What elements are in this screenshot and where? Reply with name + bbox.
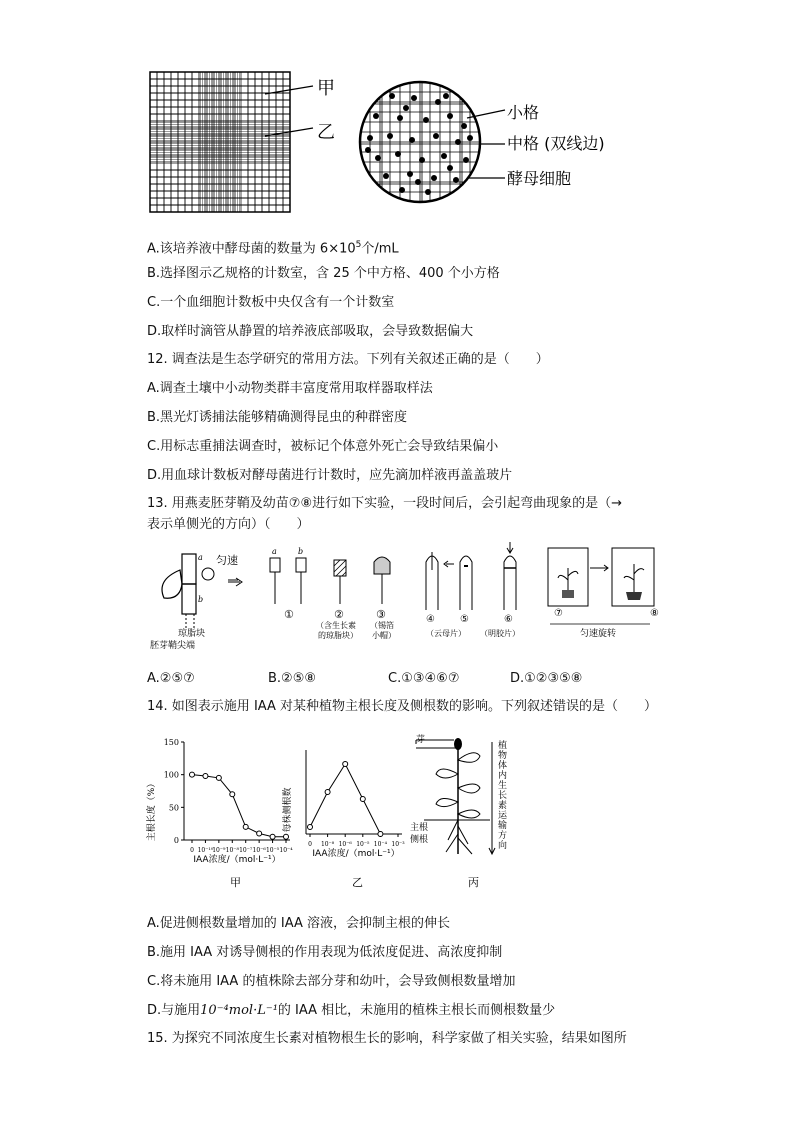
chart-jia-xtick: 10⁻⁵ bbox=[265, 847, 280, 854]
q14-stem: 14. 如图表示施用 IAA 对某种植物主根长度及侧根数的影响。下列叙述错误的是（ ） bbox=[147, 699, 658, 714]
chart-jia-ylabel: 主根长度（%） bbox=[147, 778, 157, 842]
chart-yi-xtick: 10⁻⁶ bbox=[338, 841, 352, 848]
q14-option-c: C.将未施用 IAA 的植株除去部分芽和幼叶，会导致侧根数量增加 bbox=[147, 974, 516, 989]
label-n8: ⑧ bbox=[650, 608, 659, 619]
svg-text:的琼脂块）: 的琼脂块） bbox=[318, 631, 358, 640]
chart-jia-xtick: 10⁻⁹ bbox=[212, 847, 226, 854]
q11-a-unit: 个/mL bbox=[361, 241, 399, 257]
chart-jia-xtick: 10⁻⁸ bbox=[225, 847, 239, 854]
chart-jia-ytick: 50 bbox=[168, 803, 179, 813]
chart-yi-xlabel: IAA浓度/（mol·L⁻¹） bbox=[312, 849, 400, 859]
svg-text:（锡箔: （锡箔 bbox=[370, 621, 394, 630]
label-n1: ① bbox=[284, 608, 294, 621]
q11-a-exponent: 5 bbox=[355, 240, 362, 250]
yeast-cell bbox=[403, 105, 409, 111]
chart-jia-point bbox=[230, 792, 235, 797]
label-n4: ④ bbox=[426, 614, 435, 625]
q13-option-d: D.①②③⑤⑧ bbox=[510, 671, 583, 686]
chart-jia-ytick: 100 bbox=[163, 770, 179, 780]
label-coleoptile-tip: 胚芽鞘尖端 bbox=[150, 641, 196, 651]
yeast-cell bbox=[397, 115, 403, 121]
chart-jia-xtick: 10⁻¹⁰ bbox=[197, 847, 214, 854]
label-lateral-root: 侧根 bbox=[410, 835, 429, 845]
q14-option-a: A.促进侧根数量增加的 IAA 溶液，会抑制主根的伸长 bbox=[147, 916, 451, 931]
q11-option-b: B.选择图示乙规格的计数室，含 25 个中方格、400 个小方格 bbox=[147, 266, 500, 281]
chart-yi-xtick: 10⁻⁸ bbox=[320, 841, 335, 848]
q14-d-pre: D.与施用 bbox=[147, 1003, 201, 1018]
chart-jia-xtick: 10⁻⁶ bbox=[252, 847, 266, 854]
yeast-cell bbox=[365, 147, 371, 153]
yeast-cell bbox=[461, 123, 467, 129]
q14-d-post: 的 IAA 相比，未施用的植株主根长而侧根数量少 bbox=[277, 1003, 556, 1018]
chart-yi-xtick: 10⁻⁵ bbox=[356, 841, 370, 848]
label-rotate: 匀速旋转 bbox=[580, 629, 617, 639]
yeast-cell bbox=[435, 99, 441, 105]
chart-yi-xtick: 10⁻³ bbox=[391, 841, 405, 848]
yeast-cell bbox=[455, 139, 461, 145]
q13-stem-line1: 13. 用燕麦胚芽鞘及幼苗⑦⑧进行如下实验，一段时间后，会引起弯曲现象的是（→ bbox=[147, 496, 623, 511]
q11-option-a bbox=[147, 236, 399, 258]
label-gelatin: （明胶片） bbox=[480, 629, 520, 638]
caption-bing: 丙 bbox=[468, 876, 479, 889]
chart-jia-point bbox=[284, 834, 289, 839]
chart-jia-point bbox=[190, 772, 195, 777]
svg-text:小帽）: 小帽） bbox=[372, 631, 396, 640]
label-agar-block: 琼脂块 bbox=[178, 629, 206, 639]
label-n3: ③ bbox=[376, 608, 386, 621]
yeast-cell bbox=[387, 133, 393, 139]
yeast-cell bbox=[411, 95, 417, 101]
label-bud: 芽 bbox=[416, 735, 426, 745]
chart-jia-ytick: 0 bbox=[173, 836, 179, 845]
yeast-cell bbox=[433, 133, 439, 139]
chart-jia-point bbox=[203, 773, 208, 778]
q13-option-c: C.①③④⑥⑦ bbox=[388, 671, 460, 686]
chart-jia bbox=[145, 738, 293, 865]
q12-option-a: A.调查土壤中小动物类群丰富度常用取样器取样法 bbox=[147, 381, 433, 396]
q13-stem-line2: 表示单侧光的方向）（ ） bbox=[147, 517, 310, 532]
yeast-cell bbox=[443, 93, 449, 99]
svg-text:a: a bbox=[272, 547, 277, 556]
yeast-cell bbox=[415, 179, 421, 185]
chart-jia-point bbox=[270, 834, 275, 839]
grid-label-jia: 甲 bbox=[317, 78, 335, 99]
chart-jia-point bbox=[216, 775, 221, 780]
yeast-cell bbox=[467, 135, 473, 141]
label-n5: ⑤ bbox=[460, 614, 469, 625]
q11-option-c: C.一个血细胞计数板中央仅含有一个计数室 bbox=[147, 295, 395, 310]
q11-a-text: A.该培养液中酵母菌的数量为 6×10 bbox=[147, 241, 356, 257]
yeast-cell bbox=[447, 113, 453, 119]
chart-jia-xlabel: IAA浓度/（mol·L⁻¹） bbox=[193, 855, 281, 865]
yeast-cell bbox=[419, 157, 425, 163]
chart-yi-point bbox=[308, 825, 313, 830]
yeast-cell bbox=[447, 165, 453, 171]
chart-yi-point bbox=[378, 832, 383, 837]
label-small-square: 小格 bbox=[507, 103, 540, 122]
chart-yi bbox=[281, 750, 405, 859]
q13-option-a: A.②⑤⑦ bbox=[147, 671, 195, 686]
chart-yi-xtick: 10⁻⁴ bbox=[373, 841, 388, 848]
svg-text:（含生长素: （含生长素 bbox=[316, 621, 356, 630]
q11-option-d: D.取样时滴管从静置的培养液底部吸取，会导致数据偏大 bbox=[147, 324, 474, 339]
q12-option-c: C.用标志重捕法调查时，被标记个体意外死亡会导致结果偏小 bbox=[147, 439, 499, 454]
q12-option-b: B.黑光灯诱捕法能够精确测得昆虫的种群密度 bbox=[147, 410, 408, 425]
yeast-cell bbox=[441, 153, 447, 159]
chart-jia-xtick: 10⁻⁴ bbox=[279, 847, 293, 854]
chart-jia-xtick: 0 bbox=[190, 847, 194, 854]
yeast-cell bbox=[453, 177, 459, 183]
q14-option-d bbox=[147, 1002, 555, 1020]
caption-yi: 乙 bbox=[352, 876, 363, 889]
yeast-cell bbox=[399, 187, 405, 193]
microscope-view bbox=[358, 80, 482, 204]
plant-diagram bbox=[410, 733, 508, 854]
chart-jia-point bbox=[243, 824, 248, 829]
svg-text:b: b bbox=[298, 547, 304, 556]
chart-yi-point bbox=[360, 797, 365, 802]
chart-yi-xtick: 0 bbox=[308, 841, 312, 848]
coleoptile-experiment-figure bbox=[150, 540, 670, 652]
yeast-cell bbox=[423, 117, 429, 123]
label-main-root: 主根 bbox=[410, 823, 429, 833]
chart-yi-point bbox=[325, 790, 330, 795]
chart-jia-point bbox=[257, 831, 262, 836]
chart-yi-point bbox=[343, 762, 348, 767]
yeast-cell bbox=[463, 157, 469, 163]
iaa-charts-figure bbox=[140, 730, 540, 892]
q13-option-b: B.②⑤⑧ bbox=[268, 671, 317, 686]
q12-stem: 12. 调查法是生态学研究的常用方法。下列有关叙述正确的是（ ） bbox=[147, 352, 549, 367]
yeast-cell bbox=[389, 93, 395, 99]
yeast-cell bbox=[409, 137, 415, 143]
label-n2: ② bbox=[334, 608, 344, 621]
q14-option-b: B.施用 IAA 对诱导侧根的作用表现为低浓度促进、高浓度抑制 bbox=[147, 945, 503, 960]
yeast-cell bbox=[373, 113, 379, 119]
label-a: a bbox=[198, 553, 203, 562]
q15-stem: 15. 为探究不同浓度生长素对植物根生长的影响，科学家做了相关实验，结果如图所 bbox=[147, 1031, 627, 1046]
chart-jia-ytick: 150 bbox=[163, 738, 179, 747]
yeast-cell bbox=[431, 175, 437, 181]
yeast-cell bbox=[395, 151, 401, 157]
yeast-cell bbox=[425, 189, 431, 195]
grid-label-yi: 乙 bbox=[317, 122, 335, 143]
chart-jia-xtick: 10⁻⁷ bbox=[239, 847, 253, 854]
label-mica: （云母片） bbox=[426, 629, 466, 638]
caption-jia: 甲 bbox=[230, 876, 241, 889]
chart-yi-ylabel: 每株侧根数 bbox=[283, 787, 293, 833]
label-n7: ⑦ bbox=[554, 608, 563, 619]
yeast-cell bbox=[383, 173, 389, 179]
label-yeast-cell: 酵母细胞 bbox=[507, 169, 572, 188]
q12-option-d: D.用血球计数板对酵母菌进行计数时，应先滴加样液再盖盖玻片 bbox=[147, 468, 513, 483]
yeast-cell bbox=[375, 155, 381, 161]
label-b: b bbox=[198, 595, 204, 604]
yeast-cell bbox=[407, 171, 413, 177]
label-n6: ⑥ bbox=[504, 614, 513, 625]
yeast-cell bbox=[367, 135, 373, 141]
counting-chamber-figure bbox=[145, 66, 605, 216]
q14-d-math: 10⁻⁴mol·L⁻¹ bbox=[200, 1003, 278, 1018]
label-transport-direction: 植物体内生长素运输方向 bbox=[498, 741, 508, 851]
label-medium-square: 中格 (双线边) bbox=[507, 134, 605, 153]
label-uniform-speed: 匀速 bbox=[216, 554, 238, 567]
